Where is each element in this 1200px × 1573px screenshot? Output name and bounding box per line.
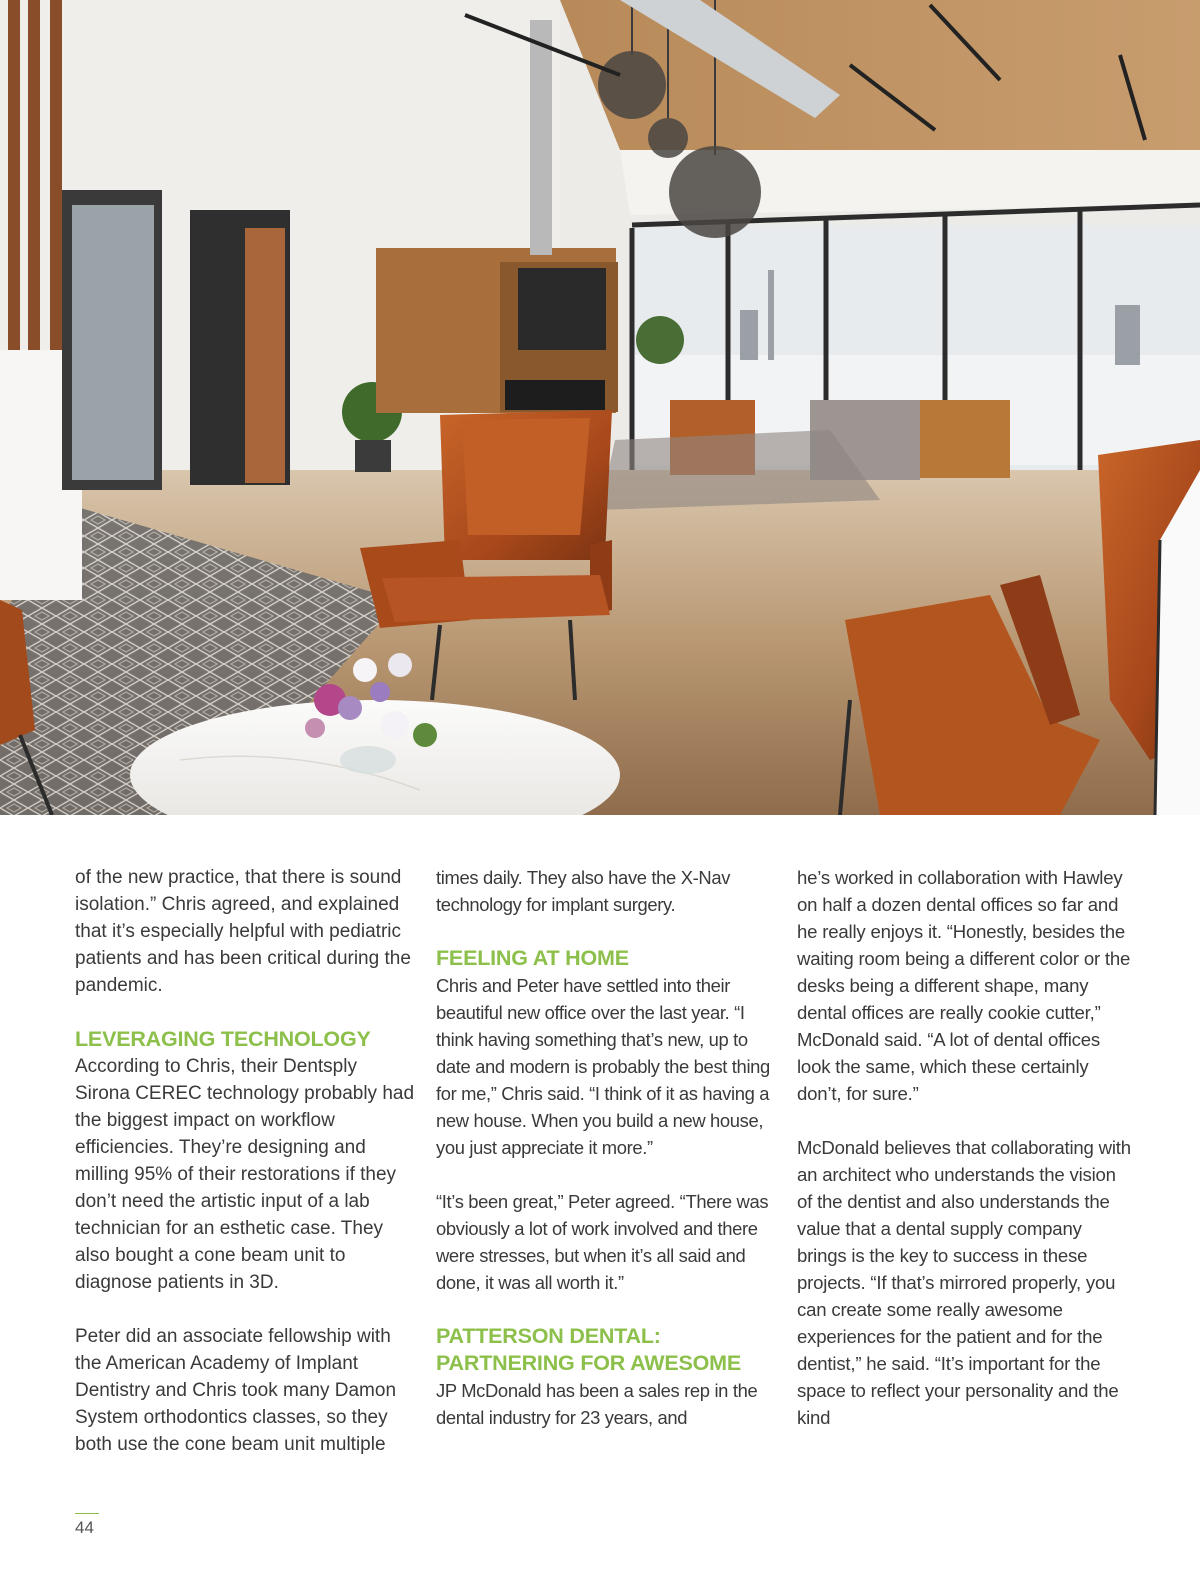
paragraph: times daily. They also have the X-Nav technology for implant surgery. [436, 867, 731, 915]
page-number: 44 [75, 1513, 99, 1538]
section-heading: FEELING AT HOME [436, 946, 629, 970]
text-column-2 [436, 864, 771, 1431]
section-heading: LEVERAGING TECHNOLOGY [75, 1027, 371, 1051]
paragraph: “It’s been great,” Peter agreed. “There was obviously a lot of work involved and there were stresses, but when it’s all said and done, it was all worth it.” [436, 1191, 769, 1293]
paragraph: According to Chris, their Dentsply Sirona CEREC technology probably had the biggest impact on workflow efficiencies. They’re designing and milling 95% of their restorations if they don’t need the artistic input of a lab technician for an esthetic case. They also bought a cone beam unit to diagnose patients in 3D. [75, 1056, 415, 1293]
paragraph: he’s worked in collaboration with Hawley on half a dozen dental offices so far and he really enjoys it. “Honestly, besides the waiting room being a different color or the desks being a different shape, many dental offices are really cookie cutter,” McDonald said. “A lot of dental offices look the same, which these certainly don’t, for sure.” [797, 867, 1131, 1104]
paragraph: Peter did an associate fellowship with the American Academy of Implant Dentistry and Chris took many Damon System orthodontics classes, so they both use the cone beam unit multiple [75, 1326, 397, 1455]
section-heading: PARTNERING FOR AWESOME [436, 1351, 741, 1375]
paragraph: McDonald believes that collaborating with an architect who understands the vision of the dentist and also understands the value that a dental supply company brings is the key to success in these projects. “If that’s mirrored properly, you can create some really awesome experiences for the patient and for the dentist,” he said. “It’s important for the space to reflect your personality and the kind [797, 1137, 1131, 1428]
paragraph: JP McDonald has been a sales rep in the dental industry for 23 years, and [436, 1380, 758, 1428]
text-column-1 [75, 864, 415, 1458]
text-column-3 [797, 864, 1132, 1431]
section-heading: PATTERSON DENTAL: [436, 1324, 661, 1348]
paragraph: Chris and Peter have settled into their beautiful new office over the last year. “I think having something that’s new, up to date and modern is probably the best thing for me,” Chris said. “I think of it as having a new house. When you build a new house, you just appreciate it more.” [436, 975, 770, 1158]
paragraph: of the new practice, that there is sound isolation.” Chris agreed, and explained that it’s especially helpful with pediatric patients and has been critical during the pandemic. [75, 867, 411, 996]
